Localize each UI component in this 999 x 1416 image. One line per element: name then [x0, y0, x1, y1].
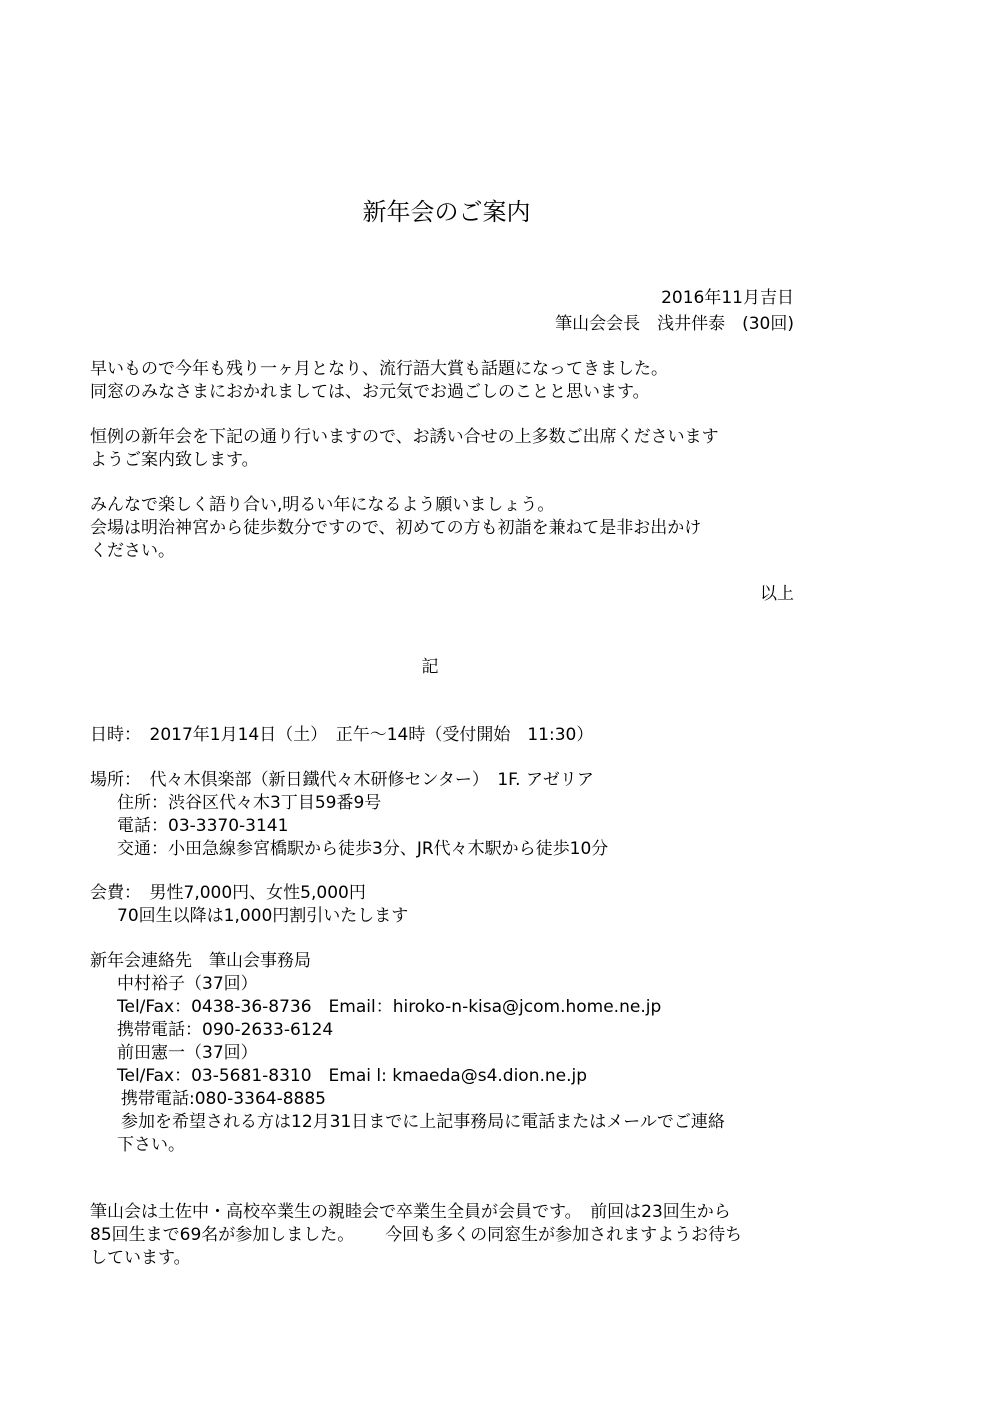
letter-sender: 筆山会会長 浅井伴泰 (30回): [555, 314, 794, 334]
document-title: 新年会のご案内: [362, 198, 531, 226]
contact-name: 前田憲一（37回）: [117, 1043, 258, 1063]
apply-note: 下さい。: [117, 1135, 185, 1155]
footer-line: 85回生まで69名が参加しました。 今回も多くの同窓生が参加されますようお待ち: [90, 1225, 743, 1245]
contact-telmail: Tel/Fax：03-5681-8310 Emai l: kmaeda@s4.dion.ne.jp: [117, 1066, 588, 1086]
footer-line: 筆山会は土佐中・高校卒業生の親睦会で卒業生全員が会員です。 前回は23回生から: [90, 1202, 731, 1222]
body-line: 早いもので今年も残り一ヶ月となり、流行語大賞も話題になってきました。: [90, 359, 668, 379]
event-venue: 場所： 代々木倶楽部（新日鐵代々木研修センター） 1F. アゼリア: [90, 770, 594, 790]
ki-heading: 記: [421, 657, 439, 677]
contact-mobile: 携帯電話:080-3364-8885: [121, 1089, 326, 1109]
fee-note: 70回生以降は1,000円割引いたします: [117, 906, 409, 926]
body-line: 会場は明治神宮から徒歩数分ですので、初めての方も初詣を兼ねて是非お出かけ: [90, 518, 702, 538]
body-line: みんなで楽しく語り合い,明るい年になるよう願いましょう。: [90, 495, 555, 515]
contact-telmail: Tel/Fax：0438-36-8736 Email：hiroko-n-kisa@jcom.home.ne.jp: [117, 997, 662, 1017]
body-line: ようご案内致します。: [90, 450, 259, 470]
body-line: 同窓のみなさまにおかれましては、お元気でお過ごしのことと思います。: [90, 382, 650, 402]
venue-address: 住所：渋谷区代々木3丁目59番9号: [117, 793, 382, 813]
contact-name: 中村裕子（37回）: [117, 974, 258, 994]
contact-mobile: 携帯電話：090-2633-6124: [117, 1020, 334, 1040]
body-line: ください。: [90, 541, 175, 561]
apply-note: 参加を希望される方は12月31日までに上記事務局に電話またはメールでご連絡: [121, 1112, 725, 1132]
footer-line: しています。: [90, 1248, 191, 1268]
letter-date: 2016年11月吉日: [661, 288, 794, 308]
event-fee: 会費： 男性7,000円、女性5,000円: [90, 883, 366, 903]
contact-title: 新年会連絡先 筆山会事務局: [90, 951, 311, 971]
event-datetime: 日時： 2017年1月14日（土） 正午～14時（受付開始 11:30）: [90, 725, 594, 745]
venue-access: 交通：小田急線参宮橋駅から徒歩3分、JR代々木駅から徒歩10分: [117, 839, 609, 859]
body-line: 恒例の新年会を下記の通り行いますので、お誘い合せの上多数ご出席くださいます: [90, 427, 719, 447]
closing-mark: 以上: [760, 584, 794, 604]
venue-phone: 電話：03-3370-3141: [117, 816, 289, 836]
